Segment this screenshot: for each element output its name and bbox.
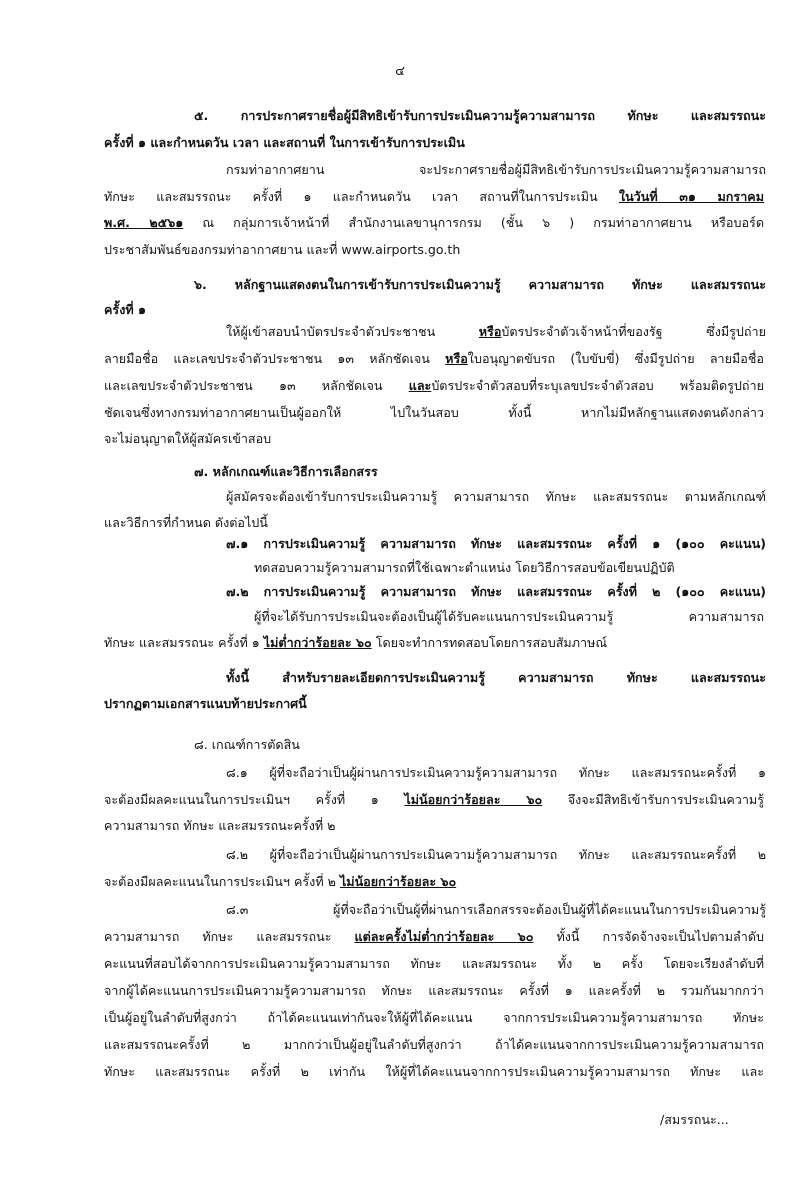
sec7-2-line2: [104, 633, 764, 653]
sec6-and-emphasis: และ: [408, 378, 432, 393]
sec5-paragraph-line4: ประชาสัมพันธ์ของกรมท่าอากาศยาน และที่ www.airports.go.th: [104, 242, 461, 257]
page-number: ๔: [395, 64, 405, 79]
sec6-text: ให้ผู้เข้าสอบนำบัตรประจำตัวประชาชน: [226, 324, 479, 339]
sec6-text: บัตรประจำตัวเจ้าหน้าที่ของรัฐ ซึ่งมีรูปถ่าย: [501, 324, 766, 339]
sec7-1-text: ทดสอบความรู้ความสามารถที่ใช้เฉพาะตำแหน่ง โดยวิธีการสอบข้อเขียนปฏิบัติ: [254, 560, 675, 575]
sec6-text: ใบอนุญาตขับรถ (ใบขับขี่) ซึ่งมีรูปถ่าย ลายมือชื่อ: [467, 351, 764, 366]
sec5-text: ณ กลุ่มการเจ้าหน้าที่ สำนักงานเลขานุการกรม (ชั้น ๖ ) กรมท่าอากาศยาน หรือบอร์ด: [183, 215, 764, 230]
sec7-2-text: ทักษะ และสมรรถนะ ครั้งที่ ๑: [104, 635, 264, 650]
sec8-3-line3: คะแนนที่สอบได้จากการประเมินความรู้ความสามารถ ทักษะ และสมรรถนะ ทั้ง ๒ ครั้ง โดยจะเรียงลำดับที่: [104, 956, 764, 971]
sec6-text: ลายมือชื่อ และเลขประจำตัวประชาชน ๑๓ หลักชัดเจน: [104, 351, 446, 366]
sec8-2-threshold-emphasis: ไม่น้อยกว่าร้อยละ ๖๐: [339, 874, 457, 889]
sec6-paragraph-line5: จะไม่อนุญาตให้ผู้สมัครเข้าสอบ: [104, 431, 272, 446]
sec8-heading: ๘. เกณฑ์การตัดสิน: [194, 737, 300, 752]
sec8-3-threshold-emphasis: แต่ละครั้งไม่ต่ำกว่าร้อยละ ๖๐: [354, 929, 534, 944]
sec5-paragraph-line3: [104, 213, 764, 233]
sec5-heading-line2: ครั้งที่ ๑ และกำหนดวัน เวลา และสถานที่ ในการเข้ารับการประเมิน: [104, 135, 465, 150]
sec7-2-text: โดยจะทำการทดสอบโดยการสอบสัมภาษณ์: [371, 635, 608, 650]
sec6-or-emphasis: หรือ: [445, 351, 468, 366]
sec6-paragraph-line1: [226, 322, 766, 342]
sec8-3-line7: ทักษะ และสมรรถนะ ครั้งที่ ๒ เท่ากัน ให้ผู้ที่ได้คะแนนจากการประเมินความรู้ความสามารถ ทักษะ และ: [104, 1064, 764, 1079]
sec6-paragraph-line2: [104, 349, 764, 369]
sec5-date-emphasis: ในวันที่ ๓๑ มกราคม: [618, 189, 764, 204]
sec8-2-line2: [104, 872, 764, 892]
sec6-text: บัตรประจำตัวสอบที่ระบุเลขประจำตัวสอบ พร้อมติดรูปถ่าย: [431, 378, 764, 393]
sec7-paragraph-line1: ผู้สมัครจะต้องเข้ารับการประเมินความรู้ ความสามารถ ทักษะ และสมรรถนะ ตามหลักเกณฑ์: [226, 489, 766, 504]
sec8-1-text: จึงจะมีสิทธิเข้ารับการประเมินความรู้: [542, 792, 764, 807]
sec6-paragraph-line4: ชัดเจนซึ่งทางกรมท่าอากาศยานเป็นผู้ออกให้ ไปในวันสอบ ทั้งนี้ หากไม่มีหลักฐานแสดงตนดังกล่าว: [104, 405, 764, 420]
sec8-1-line1: ๘.๑ ผู้ที่จะถือว่าเป็นผู้ผ่านการประเมินความรู้ความสามารถ ทักษะ และสมรรถนะครั้งที่ ๑: [226, 765, 766, 780]
sec8-3-line6: และสมรรถนะครั้งที่ ๒ มากกว่าเป็นผู้อยู่ในลำดับที่สูงกว่า ถ้าได้คะแนนจากการประเมินความรู้ความสามารถ: [104, 1037, 764, 1052]
sec8-3-line1: ๘.๓ ผู้ที่จะถือว่าเป็นผู้ที่ผ่านการเลือกสรรจะต้องเป็นผู้ที่ได้คะแนนในการประเมินความรู้: [226, 902, 766, 917]
sec6-heading-line1: ๖. หลักฐานแสดงตนในการเข้ารับการประเมินความรู้ ความสามารถ ทักษะ และสมรรถนะ: [194, 277, 766, 292]
sec6-heading-line2: ครั้งที่ ๑: [104, 302, 147, 317]
sec6-text: และเลขประจำตัวประชาชน ๑๓ หลักชัดเจน: [104, 378, 409, 393]
footer-continuation: /สมรรถนะ...: [660, 1112, 729, 1127]
sec8-3-text: ทั้งนี้ การจัดจ้างจะเป็นไปตามลำดับ: [533, 929, 765, 944]
sec7-paragraph-line2: และวิธีการที่กำหนด ดังต่อไปนี้: [104, 515, 268, 530]
sec8-3-text: ความสามารถ ทักษะ และสมรรถนะ: [104, 929, 355, 944]
sec7-note-line2: ปรากฏตามเอกสารแนบท้ายประกาศนี้: [104, 696, 307, 711]
sec7-note-line1: ทั้งนี้ สำหรับรายละเอียดการประเมินความรู้ ความสามารถ ทักษะ และสมรรถนะ: [226, 670, 766, 685]
sec7-2-line1: ผู้ที่จะได้รับการประเมินจะต้องเป็นผู้ได้รับคะแนนการประเมินความรู้ ความสามารถ: [254, 609, 764, 624]
sec5-heading-line1: ๕. การประกาศรายชื่อผู้มีสิทธิเข้ารับการประเมินความรู้ความสามารถ ทักษะ และสมรรถนะ: [194, 108, 766, 123]
sec8-3-line2: [104, 927, 764, 947]
sec5-paragraph-line2: [104, 187, 764, 207]
sec8-1-text: จะต้องมีผลคะแนนในการประเมินฯ ครั้งที่ ๑: [104, 792, 405, 807]
sec6-paragraph-line3: [104, 376, 764, 396]
sec5-paragraph-line1: กรมท่าอากาศยาน จะประกาศรายชื่อผู้มีสิทธิเข้ารับการประเมินความรู้ความสามารถ: [226, 162, 766, 177]
sec8-1-threshold-emphasis: ไม่น้อยกว่าร้อยละ ๖๐: [404, 792, 543, 807]
sec7-2-threshold-emphasis: ไม่ต่ำกว่าร้อยละ ๖๐: [263, 635, 372, 650]
sec5-text: ทักษะ และสมรรถนะ ครั้งที่ ๑ และกำหนดวัน เวลา สถานที่ในการประเมิน: [104, 189, 619, 204]
sec5-year-emphasis: พ.ศ. ๒๕๖๑: [104, 215, 184, 230]
sec8-1-line2: [104, 790, 764, 810]
sec8-2-text: จะต้องมีผลคะแนนในการประเมินฯ ครั้งที่ ๒: [104, 874, 340, 889]
sec8-1-line3: ความสามารถ ทักษะ และสมรรถนะครั้งที่ ๒: [104, 818, 336, 833]
sec8-2-line1: ๘.๒ ผู้ที่จะถือว่าเป็นผู้ผ่านการประเมินความรู้ความสามารถ ทักษะ และสมรรถนะครั้งที่ ๒: [226, 847, 766, 862]
sec8-3-line5: เป็นผู้อยู่ในลำดับที่สูงกว่า ถ้าได้คะแนนเท่ากันจะให้ผู้ที่ได้คะแนน จากการประเมินความรู้ความสามารถ ทักษะ: [104, 1010, 764, 1025]
sec8-3-line4: จากผู้ได้คะแนนการประเมินความรู้ความสามารถ ทักษะ และสมรรถนะ ครั้งที่ ๑ และครั้งที่ ๒ รวมกันมากกว่า: [104, 983, 764, 998]
sec6-or-emphasis: หรือ: [478, 324, 502, 339]
sec7-heading: ๗. หลักเกณฑ์และวิธีการเลือกสรร: [194, 464, 378, 479]
sec7-2-heading: ๗.๒ การประเมินความรู้ ความสามารถ ทักษะ และสมรรถนะ ครั้งที่ ๒ (๑๐๐ คะแนน): [226, 584, 766, 599]
sec7-1-heading: ๗.๑ การประเมินความรู้ ความสามารถ ทักษะ และสมรรถนะ ครั้งที่ ๑ (๑๐๐ คะแนน): [226, 536, 766, 551]
